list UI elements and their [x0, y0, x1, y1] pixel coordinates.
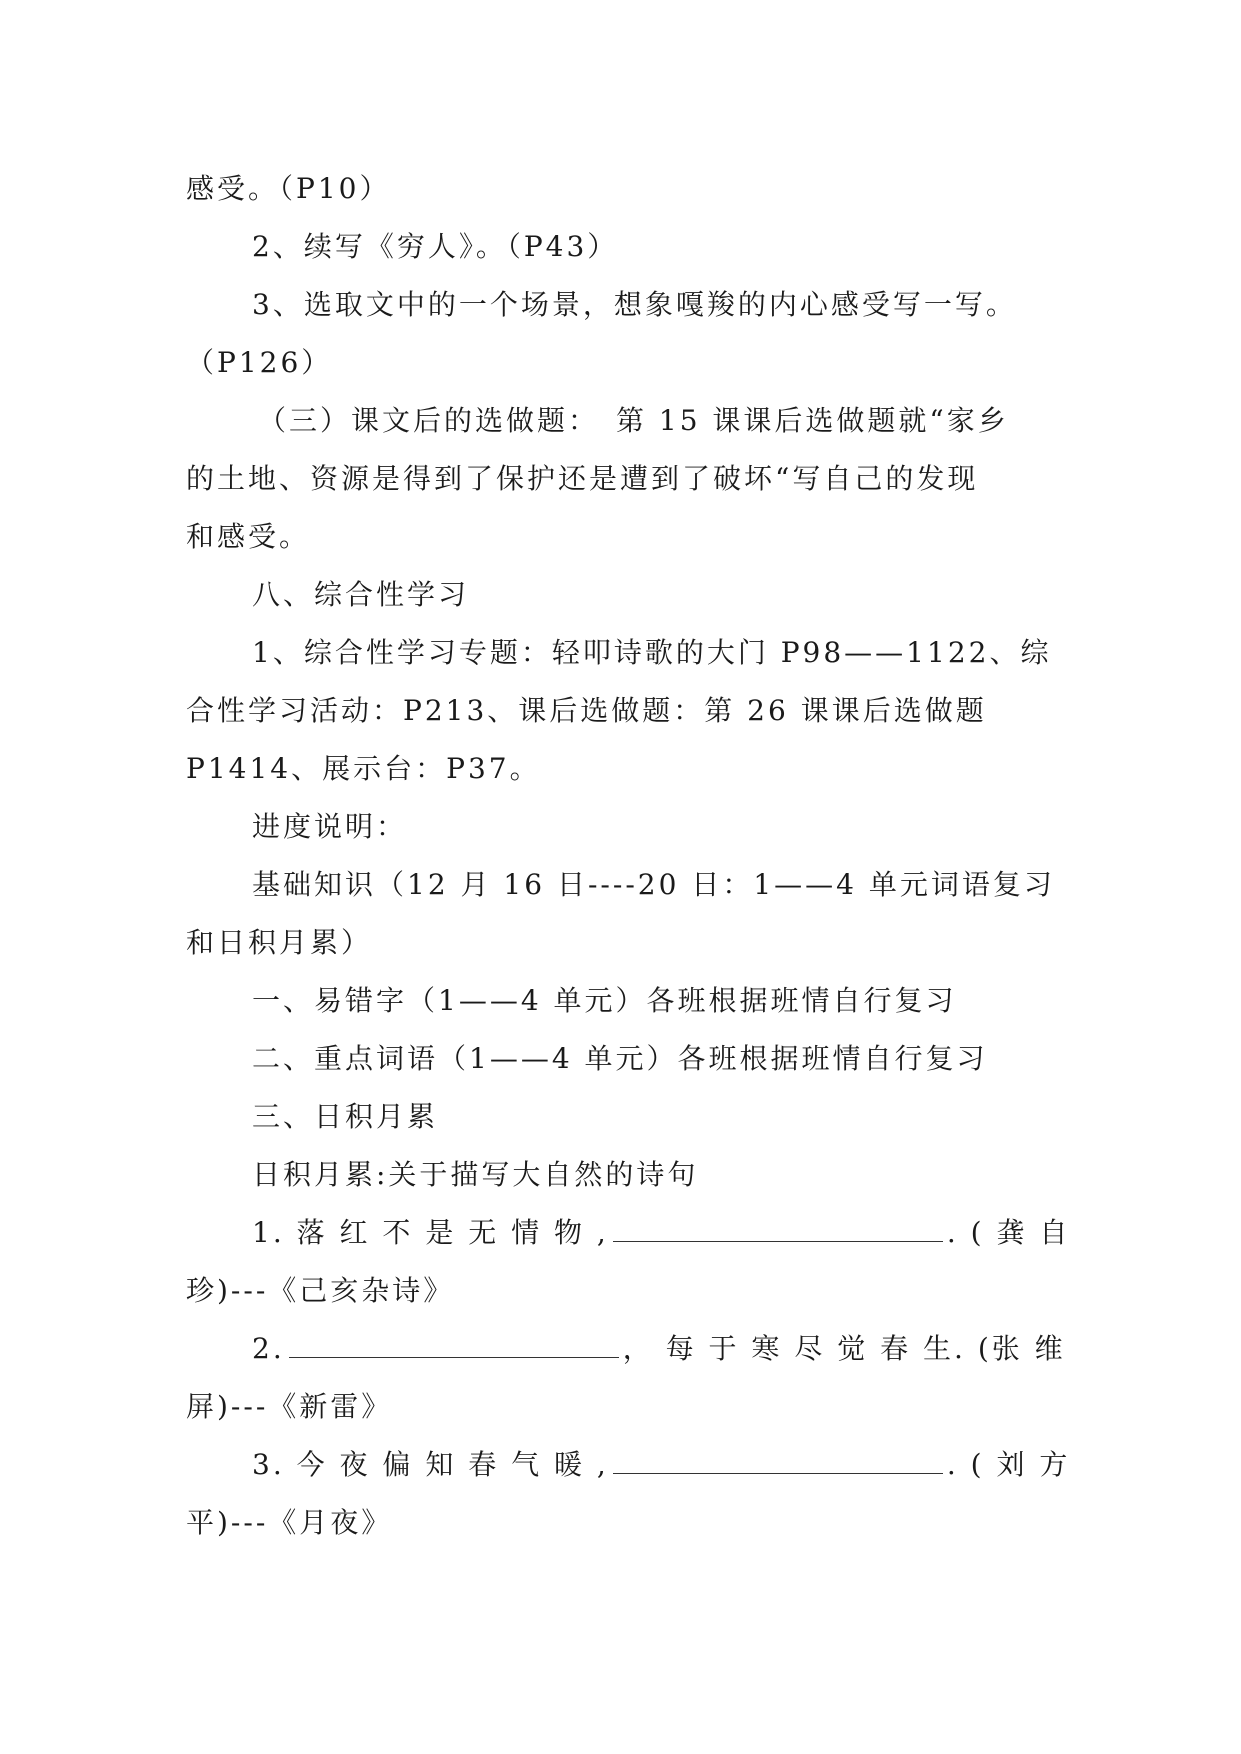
poem-prefix: 1. 落 红 不 是 无 情 物 ,: [252, 1216, 609, 1249]
poem-prefix: 3. 今 夜 偏 知 春 气 暖 ,: [252, 1448, 609, 1481]
fill-in-blank: [289, 1333, 619, 1358]
poem-line: [186, 1436, 1071, 1494]
text-line: （P126）: [186, 346, 333, 379]
text-line: P1414、展示台：P37。: [186, 752, 541, 785]
text-line: 一、易错字（1——4 单元）各班根据班情自行复习: [252, 984, 957, 1017]
poem-suffix: . ( 刘 方: [946, 1448, 1071, 1481]
text-line: 和感受。: [186, 520, 311, 553]
text-line: 二、重点词语（1——4 单元）各班根据班情自行复习: [252, 1042, 988, 1075]
document-body: [186, 160, 1071, 1552]
poem-source: 屏)---《新雷》: [186, 1390, 393, 1423]
poem-prefix: 2.: [252, 1332, 285, 1365]
poem-suffix: . ( 龚 自: [946, 1216, 1071, 1249]
poem-source: 珍)---《己亥杂诗》: [186, 1274, 455, 1307]
text-line: 合性学习活动：P213、课后选做题：第 26 课课后选做题: [186, 694, 987, 727]
fill-in-blank: [613, 1449, 943, 1474]
poem-line: [186, 1320, 1066, 1378]
section-heading: 三、日积月累: [252, 1100, 439, 1133]
text-line: 和日积月累）: [186, 926, 373, 959]
text-line: 3、选取文中的一个场景，想象嘎羧的内心感受写一写。: [252, 288, 1017, 321]
poem-line: [186, 1204, 1071, 1262]
text-line: 2、续写《穷人》。（P43）: [252, 230, 619, 263]
poem-suffix: ， 每 于 寒 尽 觉 春 生. (张 维: [622, 1332, 1066, 1365]
text-line: 日积月累:关于描写大自然的诗句: [252, 1158, 699, 1191]
text-line: 1、综合性学习专题：轻叩诗歌的大门 P98——1122、综: [252, 636, 1052, 669]
section-heading: 进度说明：: [252, 810, 408, 843]
text-line: （三）课文后的选做题： 第 15 课课后选做题就“家乡: [258, 404, 1009, 437]
fill-in-blank: [613, 1217, 943, 1242]
section-heading: 八、综合性学习: [252, 578, 470, 611]
text-line: 的土地、资源是得到了保护还是遭到了破坏“写自己的发现: [186, 462, 979, 495]
poem-source: 平)---《月夜》: [186, 1506, 393, 1539]
text-line: 感受。（P10）: [186, 172, 391, 205]
text-line: 基础知识（12 月 16 日----20 日：1——4 单元词语复习: [252, 868, 1055, 901]
